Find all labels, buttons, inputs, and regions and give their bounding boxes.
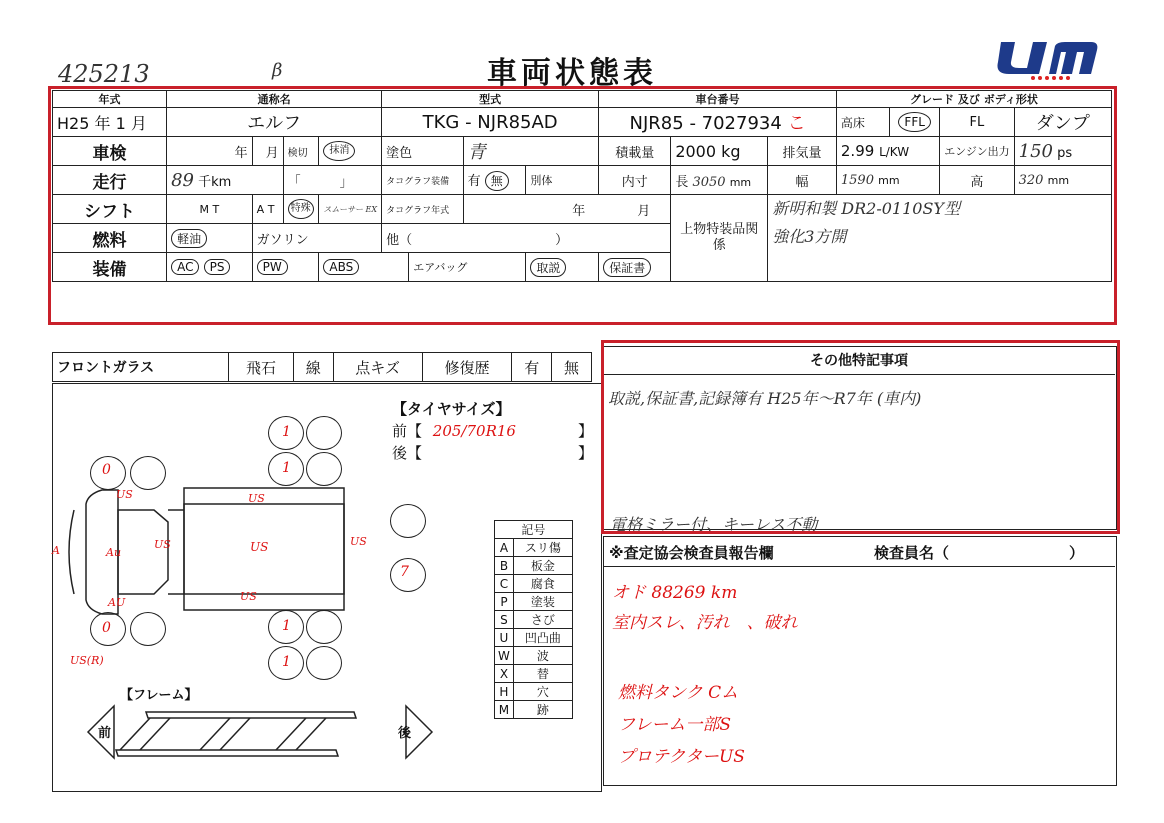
legend-desc: 波 — [513, 647, 572, 665]
handwritten-mark: β — [272, 60, 283, 81]
month-value: 1 — [115, 113, 126, 133]
mileage-quote: 「 」 — [283, 166, 381, 195]
tire-rear-close: 】 — [578, 444, 594, 462]
mark-au: Au — [106, 546, 122, 559]
tacho-betsu: 別体 — [526, 166, 599, 195]
tacho-year: 年 — [572, 203, 586, 219]
repair-mu: 無 — [552, 353, 592, 382]
legend-desc: 替 — [513, 665, 572, 683]
legend-code: U — [495, 629, 514, 647]
legend-code: W — [495, 647, 514, 665]
load-value: 2000 — [675, 141, 717, 161]
mark-7: 7 — [400, 564, 409, 580]
notes-line-1: 取説,保証書,記録簿有 H25年～R7年 (車内) — [608, 389, 922, 408]
ffl-option: FFL — [898, 112, 931, 132]
equip-airbag: エアバッグ — [409, 253, 526, 282]
svg-text:UM: UM — [1023, 64, 1025, 65]
legend-desc: 腐食 — [513, 575, 572, 593]
highfloor-label: 高床 — [836, 108, 889, 137]
notes-highlight — [601, 340, 1120, 534]
mark-a: A — [52, 544, 60, 557]
equip-abs: ABS — [323, 259, 359, 275]
repair-history: 修復歴 — [422, 353, 512, 382]
shaken-label: 車検 — [53, 137, 167, 166]
mark-1: 1 — [282, 460, 291, 476]
tacho-label: タコグラフ装備 — [382, 166, 464, 195]
mark-1: 1 — [282, 618, 291, 634]
legend-code: C — [495, 575, 514, 593]
mark-us: US — [250, 540, 269, 554]
report-line-1: オド 88269 km — [612, 583, 738, 603]
shaken-month: 月 — [252, 137, 283, 166]
inner-label: 内寸 — [599, 166, 671, 195]
body-type: ダンプ — [1014, 108, 1111, 137]
shift-mt: M T — [167, 195, 253, 224]
inspector-name: 検査員名（ ） — [874, 544, 1085, 562]
notes-line-2: 電格ミラー付、キーレス不動 — [610, 515, 818, 534]
fuel-label: 燃料 — [53, 224, 167, 253]
mark-us-r: US(R) — [70, 654, 104, 667]
equip-manual: 取説 — [530, 258, 566, 277]
frame-title: 【フレーム】 — [120, 688, 198, 703]
month-unit: 月 — [130, 113, 147, 133]
tire-front-value: 205/70R16 — [432, 422, 516, 440]
tire-rl-inner — [306, 610, 342, 644]
upper-note-1: 新明和製 DR2-0110SY型 — [772, 199, 960, 218]
equip-ps: PS — [204, 259, 231, 275]
height-value: 320 — [1018, 172, 1044, 188]
equip-label: 装備 — [53, 253, 167, 282]
repair-ari: 有 — [512, 353, 552, 382]
mark-us: US — [240, 590, 257, 603]
fuel-gas: ガソリン — [252, 224, 381, 253]
legend-code: A — [495, 539, 514, 557]
mileage-value: 89 — [171, 169, 194, 191]
report-divider — [603, 566, 1115, 567]
color-value: 青 — [463, 137, 599, 166]
model-code: TKG - NJR85AD — [382, 108, 599, 137]
mark-0: 0 — [102, 462, 111, 478]
len-value: 3050 — [692, 174, 726, 190]
mark-us: US — [248, 492, 265, 505]
equip-ac: AC — [171, 259, 199, 275]
engine-value: 150 — [1018, 140, 1053, 162]
load-label: 積載量 — [599, 137, 671, 166]
shift-smoother: スムーサー EX — [319, 195, 382, 224]
tacho-mu: 無 — [485, 171, 509, 191]
legend-desc: さび — [513, 611, 572, 629]
mark-us: US — [350, 535, 367, 548]
glass-chip: 飛石 — [229, 353, 294, 382]
year-value: H25 — [57, 113, 90, 133]
report-line-3: 燃料タンク Cム — [618, 683, 739, 703]
glass-table — [52, 352, 592, 382]
load-unit: kg — [721, 141, 741, 161]
shaken-year: 年 — [167, 137, 253, 166]
height-unit: mm — [1047, 173, 1070, 187]
vehicle-name: エルフ — [167, 108, 382, 137]
hdr-grade: グレード 及び ボディ形状 — [836, 91, 1111, 108]
truck-diagram — [58, 410, 438, 710]
legend-code: B — [495, 557, 514, 575]
color-label: 塗色 — [382, 137, 464, 166]
upper-note-2: 強化3方開 — [772, 227, 847, 246]
fuel-diesel: 軽油 — [171, 229, 207, 248]
tire-fr-inner — [130, 456, 166, 490]
frame-diagram — [86, 702, 436, 766]
mark-1: 1 — [282, 424, 291, 440]
height-label: 高 — [940, 166, 1014, 195]
hdr-year: 年式 — [53, 91, 167, 108]
mark-au: AU — [108, 596, 126, 609]
tire-rear-label: 後【 — [392, 444, 423, 462]
disp-value: 2.99 — [840, 142, 875, 160]
legend-code: M — [495, 701, 514, 719]
frame-front-label: 前 — [98, 726, 112, 741]
kenkiri: 検切 — [283, 137, 319, 166]
frame-rear-label: 後 — [398, 726, 412, 741]
legend-desc: スリ傷 — [513, 539, 572, 557]
year-unit: 年 — [94, 113, 111, 133]
tacho-year-label: タコグラフ年式 — [382, 195, 464, 224]
legend-code: P — [495, 593, 514, 611]
shift-at: A T — [252, 195, 283, 224]
spare-tire-1 — [390, 504, 426, 538]
equip-pw: PW — [257, 259, 288, 275]
mileage-unit: 千km — [198, 174, 232, 190]
mark-1: 1 — [282, 654, 291, 670]
report-line-2: 室内スレ、汚れ 、破れ — [612, 613, 798, 633]
width-value: 1590 — [840, 172, 874, 188]
glass-scratch: 点キズ — [333, 353, 422, 382]
disp-unit: L/KW — [879, 145, 910, 159]
shift-tokushu: 特殊 — [288, 199, 314, 219]
legend-desc: 板金 — [513, 557, 572, 575]
tire-fl-inner — [130, 612, 166, 646]
tacho-month: 月 — [637, 203, 651, 219]
tire-rr2-inner — [306, 452, 342, 486]
hdr-model: 型式 — [382, 91, 599, 108]
legend-desc: 穴 — [513, 683, 572, 701]
legend-desc: 跡 — [513, 701, 572, 719]
hdr-chassis: 車台番号 — [599, 91, 837, 108]
legend-code: H — [495, 683, 514, 701]
engine-label: エンジン出力 — [940, 137, 1014, 166]
chassis-mark: こ — [787, 113, 806, 134]
legend-code: S — [495, 611, 514, 629]
upper-label: 上物特装品関係 — [671, 195, 768, 282]
legend-desc: 塗装 — [513, 593, 572, 611]
disp-label: 排気量 — [768, 137, 837, 166]
tire-rr-inner — [306, 416, 342, 450]
notes-title: その他特記事項 — [810, 353, 908, 369]
legend-code: X — [495, 665, 514, 683]
engine-unit: ps — [1057, 145, 1073, 161]
report-title: ※査定協会検査員報告欄 — [609, 544, 774, 562]
width-label: 幅 — [768, 166, 837, 195]
document-title: 車両状態表 — [487, 56, 657, 91]
mark-us: US — [154, 538, 171, 551]
legend-desc: 凹凸曲 — [513, 629, 572, 647]
tire-title: 【タイヤサイズ】 — [392, 400, 511, 418]
len-unit: mm — [729, 175, 752, 189]
hdr-name: 通称名 — [167, 91, 382, 108]
tacho-ari: 有 — [467, 173, 481, 189]
glass-label: フロントガラス — [53, 353, 229, 382]
glass-line: 線 — [293, 353, 333, 382]
massho: 抹消 — [323, 141, 355, 161]
fl-option: FL — [940, 108, 1014, 137]
spec-highlight — [48, 86, 1117, 325]
tire-front-label: 前【 — [392, 422, 423, 440]
fuel-other: 他（ ） — [382, 224, 671, 253]
tire-front-close: 】 — [578, 422, 594, 440]
equip-warranty: 保証書 — [603, 258, 651, 277]
width-unit: mm — [878, 173, 900, 187]
report-line-5: プロテクターUS — [618, 747, 745, 767]
mark-us: US — [116, 488, 133, 501]
handwritten-id: 425213 — [58, 60, 150, 88]
legend-title: 記号 — [495, 521, 573, 539]
um-logo — [993, 36, 1099, 80]
mark-0: 0 — [102, 620, 111, 636]
len-label: 長 — [675, 174, 689, 190]
report-line-4: フレーム一部S — [618, 715, 731, 735]
tire-rl2-inner — [306, 646, 342, 680]
shift-label: シフト — [53, 195, 167, 224]
chassis-number: NJR85 - 7027934 — [629, 113, 782, 134]
mileage-label: 走行 — [53, 166, 167, 195]
legend-table — [494, 520, 573, 719]
